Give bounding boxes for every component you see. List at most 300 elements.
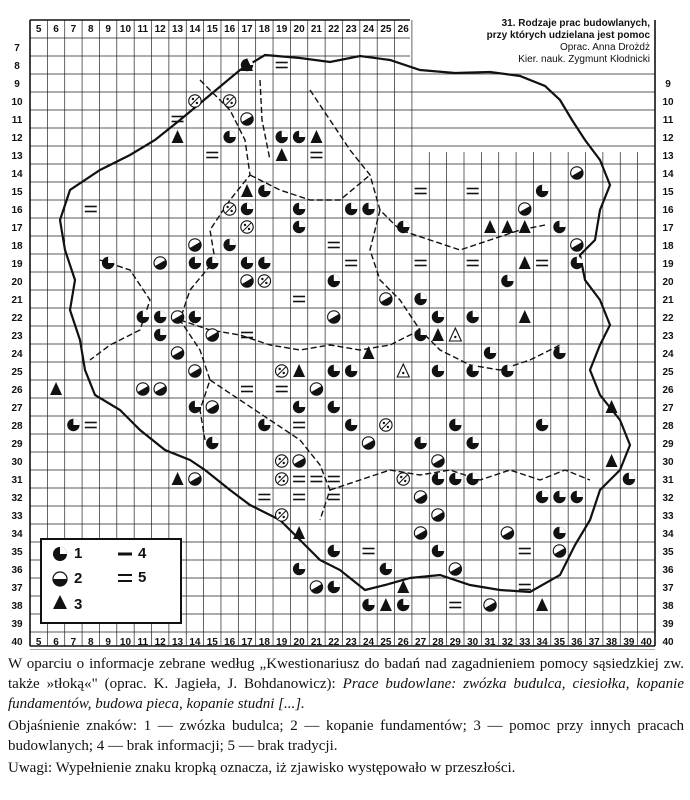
column-label: 14 [189, 637, 201, 648]
row-label: 18 [662, 241, 674, 252]
map-symbol-circle [293, 563, 305, 575]
column-label: 24 [362, 637, 375, 648]
map-symbol-circle [466, 311, 478, 323]
map-symbol-eq [293, 477, 305, 482]
row-label: 21 [11, 295, 23, 306]
map-symbol-circle [553, 221, 565, 233]
row-label: 29 [11, 439, 23, 450]
column-label: 5 [35, 637, 42, 648]
map-symbol-eq [449, 603, 461, 608]
row-label: 14 [11, 169, 23, 180]
row-label: 24 [11, 349, 23, 360]
map-symbol-circle [553, 491, 565, 503]
map-symbol-dot2 [380, 419, 392, 431]
column-label: 22 [328, 24, 340, 35]
map-symbol-circle [154, 311, 166, 323]
map-symbol-eq [85, 207, 97, 212]
row-label: 35 [11, 547, 23, 558]
country-border [60, 55, 630, 592]
row-label: 34 [11, 529, 23, 540]
column-label: 36 [571, 637, 583, 648]
map-symbol-eq [345, 261, 357, 266]
map-symbol-half [519, 203, 534, 218]
map-symbol-half [553, 545, 568, 560]
row-label: 22 [662, 313, 674, 324]
column-label: 34 [536, 637, 548, 648]
row-label: 23 [11, 331, 23, 342]
column-label: 18 [258, 637, 270, 648]
row-label: 28 [662, 421, 674, 432]
map-symbol-triangle [293, 364, 305, 377]
map-symbol-eq [206, 153, 218, 158]
map-symbol-triangle [363, 346, 375, 359]
map-symbol-triangle [432, 328, 444, 341]
map-symbol-half [171, 347, 186, 362]
map-symbol-circle [258, 185, 270, 197]
map-symbol-half [571, 167, 586, 182]
map-symbol-triangle [50, 382, 62, 395]
column-label: 11 [137, 637, 149, 648]
column-label: 33 [519, 637, 531, 648]
map-symbol-triangle [310, 130, 322, 143]
row-label: 30 [11, 457, 23, 468]
map-symbol-triangle [606, 454, 618, 467]
row-label: 12 [662, 133, 674, 144]
row-label: 31 [11, 475, 23, 486]
column-label: 6 [53, 637, 59, 648]
map-symbol-circle [189, 311, 201, 323]
map-symbol-eq [328, 243, 340, 248]
map-symbol-eq [363, 549, 375, 554]
row-label: 38 [662, 601, 674, 612]
map-symbol-circle [328, 581, 340, 593]
legend-symbol-3 [53, 595, 67, 609]
caption-remarks: Uwagi: Wypełnienie znaku kropką oznacza, iż zjawisko występowało w przeszłości. [8, 760, 516, 776]
row-label: 25 [662, 367, 674, 378]
map-symbol-eq [519, 585, 531, 590]
map-title-block [430, 18, 650, 66]
map-symbol-eq [276, 63, 288, 68]
row-label: 23 [662, 331, 674, 342]
map-symbol-half [501, 527, 516, 542]
map-symbol-circle [414, 293, 426, 305]
map-symbol-triangle [606, 400, 618, 413]
map-symbol-triangle [501, 220, 513, 233]
map-symbol-circle [206, 257, 218, 269]
map-symbol-triangle [293, 526, 305, 539]
map-symbol-half [241, 275, 256, 290]
map-symbol-eq [293, 495, 305, 500]
map-symbol-circle [241, 203, 253, 215]
column-label: 6 [53, 24, 59, 35]
column-label: 7 [70, 637, 77, 648]
column-label: 25 [380, 24, 392, 35]
map-symbol-circle [154, 329, 166, 341]
map-symbol-triangle [172, 130, 184, 143]
row-label: 13 [11, 151, 23, 162]
row-label: 19 [11, 259, 23, 270]
column-label: 5 [35, 24, 42, 35]
map-symbol-dot2 [223, 203, 235, 215]
row-label: 22 [11, 313, 23, 324]
map-symbol-eq [328, 495, 340, 500]
column-label: 12 [154, 637, 166, 648]
caption-legend-explanation: Objaśnienie znaków: 1 — zwózka budulca; 2 — kopanie fundamentów; 3 — pomoc przy innych pracach budowlanych; 4 — brak informacji; 5 — brak tradycji. [8, 718, 684, 754]
map-symbol-dot2 [276, 473, 288, 485]
legend-symbols [42, 540, 180, 622]
map-symbol-half [154, 383, 169, 398]
column-label: 35 [553, 637, 566, 648]
column-label: 13 [171, 637, 184, 648]
legend-symbol-5 [118, 575, 132, 581]
row-label: 21 [662, 295, 674, 306]
map-symbol-circle [623, 473, 635, 485]
column-label: 32 [501, 637, 513, 648]
map-symbol-half [310, 581, 325, 596]
map-symbol-dot2 [258, 275, 270, 287]
map-symbol-eq [85, 423, 97, 428]
map-symbol-circle [276, 131, 288, 143]
map-symbol-circle [293, 221, 305, 233]
map-borders [60, 55, 630, 592]
map-symbol-triangle [519, 256, 531, 269]
row-label: 40 [11, 637, 23, 648]
map-symbol-circle [223, 239, 235, 251]
region-border [90, 260, 150, 360]
top-column-labels [36, 24, 409, 35]
column-label: 16 [224, 637, 236, 648]
map-symbol-circle [466, 437, 478, 449]
map-symbol-circle [345, 419, 357, 431]
map-symbol-circle [571, 257, 583, 269]
legend-label-3: 3 [74, 596, 83, 613]
map-symbol-circle [501, 365, 513, 377]
map-symbol-half [137, 383, 152, 398]
map-symbol-circle [553, 527, 565, 539]
column-label: 24 [362, 24, 375, 35]
map-symbol-circle [328, 545, 340, 557]
map-symbol-circle [223, 131, 235, 143]
map-symbol-half [189, 473, 204, 488]
map-symbol-circle [397, 599, 409, 611]
map-symbol-dot2 [397, 473, 409, 485]
map-symbol-half [414, 527, 429, 542]
map-symbol-half [206, 401, 221, 416]
map-symbol-circle [102, 257, 114, 269]
column-label: 30 [467, 637, 479, 648]
column-label: 17 [241, 637, 253, 648]
map-symbol-triangle [380, 598, 392, 611]
map-symbol-half [328, 311, 343, 326]
column-label: 39 [623, 637, 635, 648]
row-label: 32 [662, 493, 674, 504]
map-title-line2: przy których udzielana jest pomoc [486, 30, 650, 41]
map-symbol-circle [206, 437, 218, 449]
map-symbol-half [362, 437, 377, 452]
map-author: Oprac. Anna Drożdż [559, 42, 650, 53]
map-symbol-half [310, 383, 325, 398]
row-label: 35 [662, 547, 674, 558]
map-symbol-circle [536, 185, 548, 197]
column-label: 38 [605, 637, 618, 648]
map-symbol-circle [328, 401, 340, 413]
map-symbol-half [241, 113, 256, 128]
legend-symbol-1 [53, 547, 67, 561]
column-label: 29 [449, 637, 461, 648]
map-symbol-eq [536, 261, 548, 266]
map-symbol-circle [466, 473, 478, 485]
map-symbol-dot2 [276, 365, 288, 377]
row-label: 36 [662, 565, 674, 576]
row-label: 27 [11, 403, 23, 414]
row-label: 18 [11, 241, 23, 252]
column-label: 9 [105, 24, 111, 35]
map-symbol-dot2 [189, 95, 201, 107]
row-label: 9 [14, 79, 20, 90]
row-label: 17 [11, 223, 23, 234]
column-label: 21 [310, 637, 323, 648]
row-label: 24 [662, 349, 674, 360]
column-label: 28 [432, 637, 444, 648]
row-label: 27 [662, 403, 674, 414]
row-label: 16 [11, 205, 23, 216]
map-supervisor: Kier. nauk. Zygmunt Kłodnicki [518, 54, 650, 65]
column-label: 11 [137, 24, 149, 35]
map-symbol-eq [276, 387, 288, 392]
map-symbol-circle [328, 365, 340, 377]
map-symbol-circle [414, 329, 426, 341]
column-label: 19 [276, 637, 288, 648]
row-label: 33 [11, 511, 23, 522]
map-symbol-triangle [241, 184, 253, 197]
map-symbol-triangle [172, 472, 184, 485]
row-label: 17 [662, 223, 674, 234]
map-symbol-eq [467, 261, 479, 266]
row-label: 8 [14, 61, 20, 72]
map-symbol-dot2 [276, 509, 288, 521]
map-symbol-circle [328, 275, 340, 287]
column-label: 19 [276, 24, 288, 35]
caption-source-text: W oparciu o informacje zebrane według „Kwestionariusz do badań nad zagadnieniem pomocy sąsiedzkiej zw. także »tłoką«" (oprac. K. Jagieła, J. Bohdanowicz): [8, 656, 684, 692]
map-symbol-circle [258, 257, 270, 269]
row-label: 31 [662, 475, 674, 486]
map-symbol-circle [553, 347, 565, 359]
map-symbol-circle [536, 491, 548, 503]
map-symbol-eq [258, 495, 270, 500]
map-symbol-circle [293, 203, 305, 215]
column-label: 15 [206, 24, 218, 35]
column-label: 23 [345, 24, 357, 35]
map-symbol-half [432, 455, 447, 470]
row-label: 32 [11, 493, 23, 504]
row-label: 20 [662, 277, 674, 288]
map-symbol-circle [67, 419, 79, 431]
column-label: 40 [640, 637, 652, 648]
row-label: 25 [11, 367, 23, 378]
map-symbol-circle [293, 131, 305, 143]
row-label: 30 [662, 457, 674, 468]
left-row-labels [11, 43, 23, 648]
right-row-labels [662, 79, 674, 648]
map-symbol-triangle_open [449, 328, 461, 341]
row-label: 20 [11, 277, 23, 288]
map-symbol-half [484, 599, 499, 614]
row-label: 10 [662, 97, 674, 108]
map-symbol-circle [466, 365, 478, 377]
legend-symbol-2 [53, 572, 67, 586]
map-symbol-circle [258, 419, 270, 431]
map-symbol-circle [241, 257, 253, 269]
row-label: 38 [11, 601, 23, 612]
map-symbol-half [293, 455, 308, 470]
row-label: 36 [11, 565, 23, 576]
map-symbol-circle [293, 401, 305, 413]
map-symbol-eq [519, 549, 531, 554]
map-symbol-eq [467, 189, 479, 194]
caption-source [8, 654, 684, 714]
map-symbol-half [414, 491, 429, 506]
column-label: 8 [87, 637, 94, 648]
column-label: 9 [105, 637, 111, 648]
map-caption [8, 654, 684, 778]
map-symbol-triangle [536, 598, 548, 611]
map-symbol-eq [310, 477, 322, 482]
column-label: 22 [328, 637, 340, 648]
legend-label-2: 2 [74, 570, 83, 587]
map-symbol-circle [362, 203, 374, 215]
map-symbol-circle [571, 491, 583, 503]
map-symbol-eq [415, 261, 427, 266]
map-title-line1: 31. Rodzaje prac budowlanych, [501, 18, 650, 29]
column-label: 15 [206, 637, 218, 648]
legend-label-4: 4 [138, 545, 147, 562]
column-label: 18 [258, 24, 270, 35]
row-label: 9 [665, 79, 671, 90]
map-symbol-eq [310, 153, 322, 158]
map-symbol-dot2 [276, 455, 288, 467]
column-label: 10 [119, 24, 132, 35]
map-symbol-eq [241, 333, 253, 338]
row-label: 26 [662, 385, 674, 396]
map-symbol-circle [380, 563, 392, 575]
map-symbol-eq [293, 297, 305, 302]
map-symbol-eq [241, 387, 253, 392]
map-symbol-circle [536, 419, 548, 431]
map-symbol-triangle [519, 310, 531, 323]
map-symbol-triangle [484, 220, 496, 233]
map-symbol-circle [345, 365, 357, 377]
row-label: 13 [662, 151, 674, 162]
map-symbol-circle [449, 473, 461, 485]
map-symbol-dot2 [241, 221, 253, 233]
column-label: 20 [293, 24, 305, 35]
column-label: 37 [588, 637, 600, 648]
row-label: 40 [662, 637, 674, 648]
column-label: 31 [484, 637, 496, 648]
map-symbol-half [432, 509, 447, 524]
map-symbol-eq [415, 189, 427, 194]
map-symbol-half [449, 563, 464, 578]
row-label: 26 [11, 385, 23, 396]
row-label: 19 [662, 259, 674, 270]
column-label: 14 [189, 24, 201, 35]
map-symbol-circle [137, 311, 149, 323]
row-label: 12 [11, 133, 23, 144]
map-symbol-circle [414, 437, 426, 449]
column-label: 26 [397, 637, 409, 648]
map-symbol-circle [362, 599, 374, 611]
map-symbol-half [189, 365, 204, 380]
map-symbol-circle [432, 473, 444, 485]
row-label: 29 [662, 439, 674, 450]
map-symbol-triangle [519, 220, 531, 233]
map-symbol-circle [432, 545, 444, 557]
row-label: 7 [14, 43, 20, 54]
map-symbol-half [189, 239, 204, 254]
map-symbol-half [171, 311, 186, 326]
caption-source-topics: Prace budowlane: zwózka budulca, ciesiołka, kopanie fundamentów, budowa pieca, kopanie studni [...]. [8, 676, 684, 712]
row-label: 10 [11, 97, 23, 108]
column-label: 8 [87, 24, 94, 35]
row-label: 14 [662, 169, 674, 180]
column-label: 7 [70, 24, 77, 35]
map-symbol-circle [501, 275, 513, 287]
column-label: 26 [397, 24, 409, 35]
row-label: 37 [11, 583, 23, 594]
column-label: 21 [310, 24, 323, 35]
column-label: 17 [241, 24, 253, 35]
map-symbol-eq [328, 477, 340, 482]
column-label: 27 [415, 637, 427, 648]
row-label: 39 [662, 619, 674, 630]
map-symbol-triangle_open [397, 364, 409, 377]
map-symbol-circle [345, 203, 357, 215]
row-label: 37 [662, 583, 674, 594]
map-symbol-circle [484, 347, 496, 359]
legend-label-5: 5 [138, 569, 147, 586]
row-label: 15 [662, 187, 674, 198]
map-symbol-half [380, 293, 395, 308]
column-label: 25 [380, 637, 392, 648]
map-symbol-circle [397, 221, 409, 233]
row-label: 28 [11, 421, 23, 432]
legend [40, 538, 182, 624]
column-label: 23 [345, 637, 357, 648]
map-symbol-triangle [276, 148, 288, 161]
row-label: 11 [11, 115, 23, 126]
column-label: 12 [154, 24, 166, 35]
map-symbol-circle [432, 311, 444, 323]
map-symbol-half [154, 257, 169, 272]
map-symbol-circle [449, 419, 461, 431]
map-symbol-circle [432, 365, 444, 377]
map-symbol-circle [189, 401, 201, 413]
column-label: 20 [293, 637, 305, 648]
map-symbol-dot2 [223, 95, 235, 107]
legend-label-1: 1 [74, 545, 83, 562]
row-label: 39 [11, 619, 23, 630]
column-label: 13 [171, 24, 184, 35]
row-label: 34 [662, 529, 674, 540]
map-symbol-circle [189, 257, 201, 269]
column-label: 10 [119, 637, 132, 648]
row-label: 15 [11, 187, 23, 198]
row-label: 16 [662, 205, 674, 216]
row-label: 33 [662, 511, 674, 522]
row-label: 11 [662, 115, 674, 126]
map-symbol-eq [293, 423, 305, 428]
column-label: 16 [224, 24, 236, 35]
